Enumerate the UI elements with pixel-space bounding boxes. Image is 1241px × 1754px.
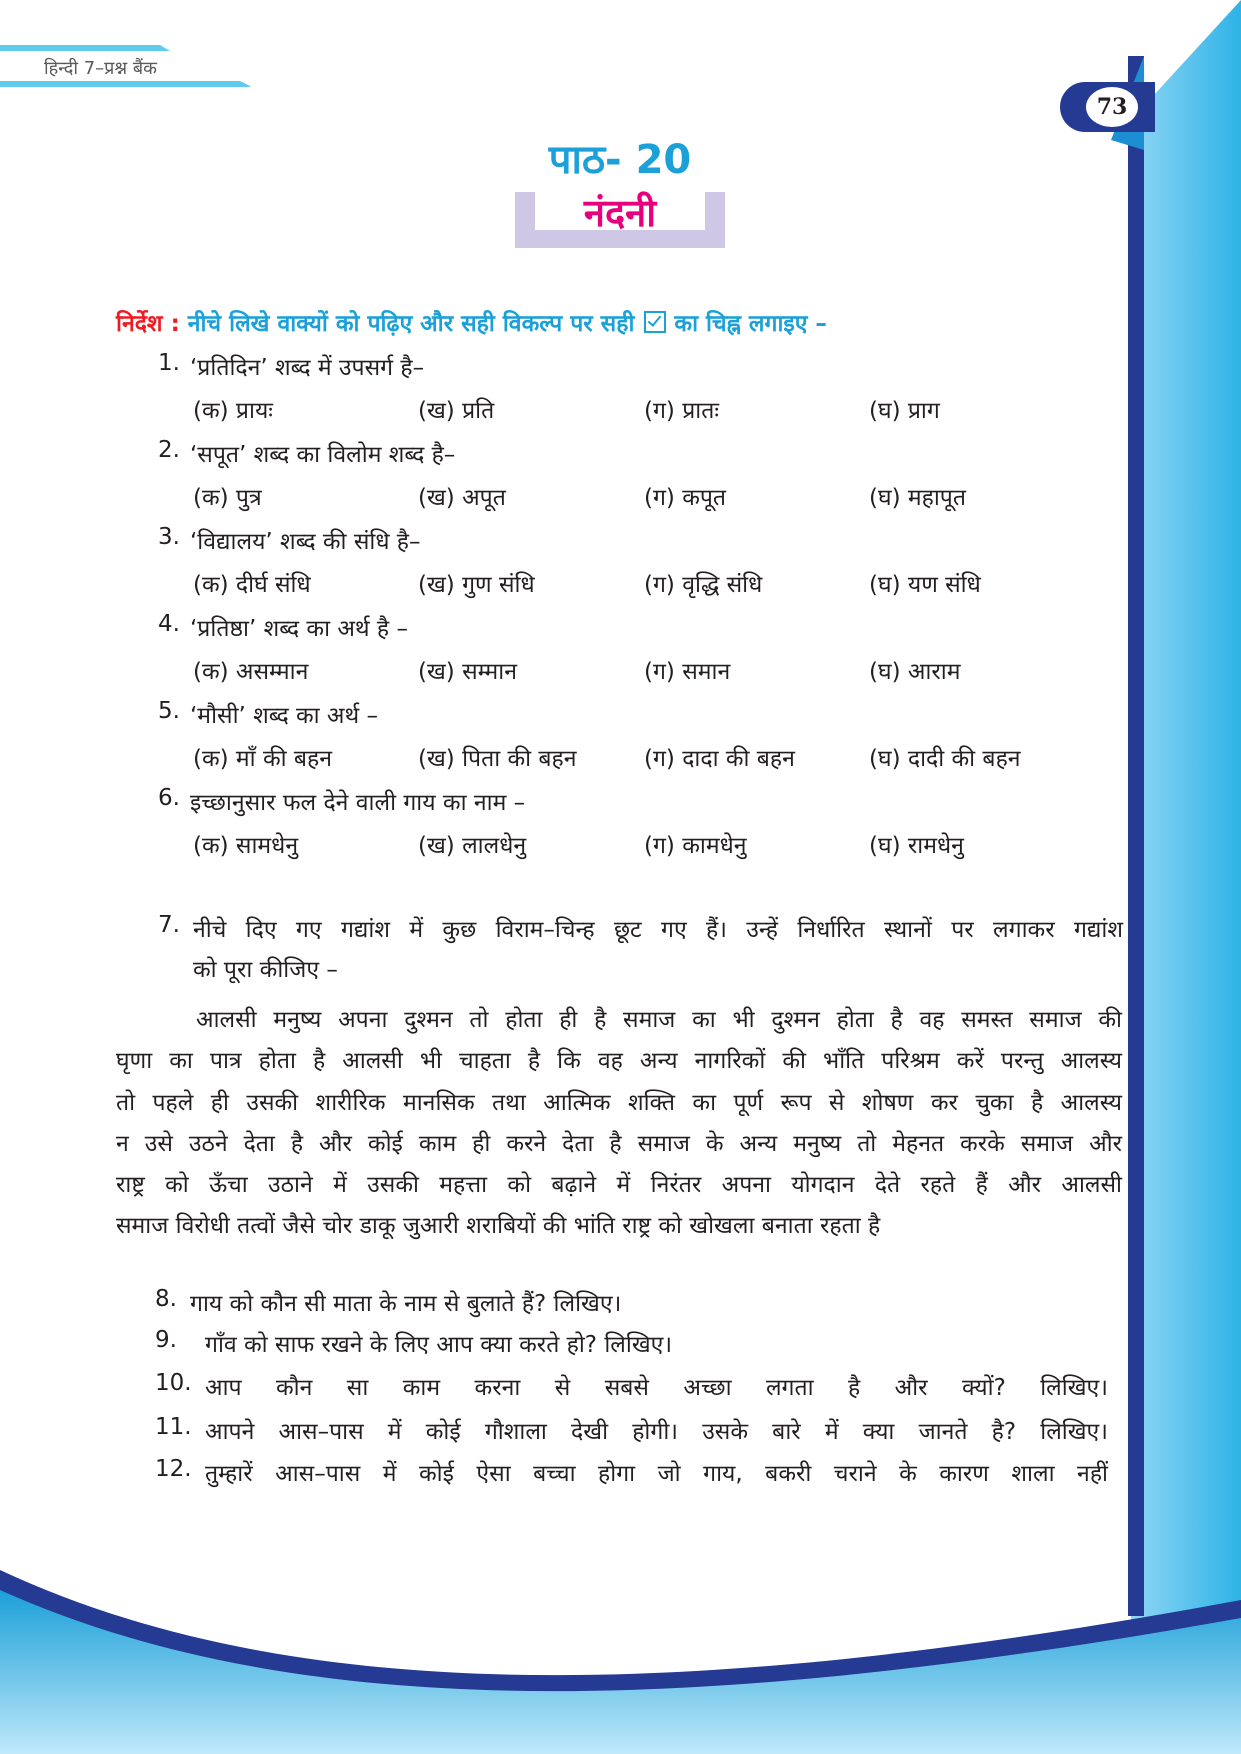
option-3[interactable]: (ग) वृद्धि संधि: [644, 572, 763, 598]
option-3[interactable]: (ग) कपूत: [644, 485, 727, 511]
q7-line1: नीचे दिए गए गद्यांश में कुछ विराम–चिन्ह छूट गए हैं। उन्हें निर्धारित स्थानों पर लगाकर गद्यांश: [193, 917, 1123, 943]
question-number: 10.: [155, 1370, 192, 1396]
q7-line2: को पूरा कीजिए –: [193, 957, 338, 983]
passage-line: राष्ट्र को ऊँचा उठाने में उसकी महत्ता को बढ़ाने में निरंतर अपना योगदान देते रहते हैं और आलसी: [116, 1172, 1122, 1199]
option-1[interactable]: (क) माँ की बहन: [193, 746, 332, 772]
right-side-decoration: [1101, 0, 1241, 1754]
option-4[interactable]: (घ) आराम: [869, 659, 961, 685]
book-label: हिन्दी 7–प्रश्न बैंक: [44, 58, 157, 79]
option-3[interactable]: (ग) दादा की बहन: [644, 746, 795, 772]
lesson-title: नंदनी: [583, 191, 657, 235]
option-2[interactable]: (ख) गुण संधि: [418, 572, 535, 598]
question-text: गाय को कौन सी माता के नाम से बुलाते हैं? लिखिए।: [190, 1291, 622, 1317]
instruction-label: निर्देश :: [116, 311, 180, 337]
question-number: 9.: [155, 1327, 177, 1353]
passage-line: घृणा का पात्र होता है आलसी भी चाहता है कि वह अन्य नागरिकों की भाँति परिश्रम करें परन्तु आलस्य: [116, 1048, 1122, 1075]
instruction-text-after: का चिह्न लगाइए –: [674, 311, 827, 337]
question-number: 1.: [158, 350, 180, 376]
passage-line: न उसे उठने देता है और कोई काम ही करने देता है समाज के अन्य मनुष्य तो मेहनत करके समाज और: [116, 1130, 1122, 1157]
passage-line: समाज विरोधी तत्वों जैसे चोर डाकू जुआरी शराबियों की भांति राष्ट्र को खोखला बनाता रहता है: [116, 1213, 881, 1240]
option-4[interactable]: (घ) प्राग: [869, 398, 940, 424]
option-4[interactable]: (घ) यण संधि: [869, 572, 981, 598]
option-3[interactable]: (ग) समान: [644, 659, 731, 685]
option-2[interactable]: (ख) सम्मान: [418, 659, 517, 685]
option-1[interactable]: (क) प्रायः: [193, 398, 273, 424]
question-number: 5.: [158, 698, 180, 724]
option-1[interactable]: (क) असम्मान: [193, 659, 309, 685]
question-text: तुम्हारें आस–पास में कोई ऐसा बच्चा होगा जो गाय, बकरी चराने के कारण शाला नहीं: [205, 1461, 1108, 1487]
question-number: 11.: [155, 1414, 192, 1440]
question-text: आपने आस–पास में कोई गौशाला देखी होगी। उसके बारे में क्या जानते है? लिखिए।: [205, 1419, 1108, 1445]
question-number: 8.: [155, 1286, 177, 1312]
page-number: 73: [1086, 87, 1138, 127]
question-number: 12.: [155, 1456, 192, 1482]
question-number: 6.: [158, 785, 180, 811]
passage-line: आलसी मनुष्य अपना दुश्मन तो होता ही है समाज का भी दुश्मन होता है वह समस्त समाज की: [196, 1007, 1122, 1033]
question-number: 3.: [158, 524, 180, 550]
option-4[interactable]: (घ) रामधेनु: [869, 833, 964, 859]
instruction-text: नीचे लिखे वाक्यों को पढ़िए और सही विकल्प पर सही: [187, 311, 635, 337]
option-3[interactable]: (ग) कामधेनु: [644, 833, 747, 859]
option-1[interactable]: (क) सामधेनु: [193, 833, 299, 859]
question-number: 2.: [158, 437, 180, 463]
option-2[interactable]: (ख) प्रति: [418, 398, 495, 424]
question-text: ‘प्रतिष्ठा’ शब्द का अर्थ है –: [190, 616, 408, 642]
q7-number: 7.: [158, 912, 180, 938]
question-text: आप कौन सा काम करना से सबसे अच्छा लगता है और क्यों? लिखिए।: [205, 1375, 1108, 1401]
option-2[interactable]: (ख) अपूत: [418, 485, 506, 511]
question-number: 4.: [158, 611, 180, 637]
option-1[interactable]: (क) पुत्र: [193, 485, 262, 511]
option-3[interactable]: (ग) प्रातः: [644, 398, 720, 424]
question-text: इच्छानुसार फल देने वाली गाय का नाम –: [190, 790, 526, 816]
passage: [116, 1000, 1122, 1248]
question-text: गाँव को साफ रखने के लिए आप क्या करते हो? लिखिए।: [205, 1332, 673, 1358]
option-1[interactable]: (क) दीर्घ संधि: [193, 572, 311, 598]
question-text: ‘सपूत’ शब्द का विलोम शब्द है–: [190, 442, 456, 468]
option-2[interactable]: (ख) लालधेनु: [418, 833, 527, 859]
checkbox-icon: [644, 311, 666, 333]
question-text: ‘मौसी’ शब्द का अर्थ –: [190, 703, 378, 729]
passage-line: तो पहले ही उसकी शारीरिक मानसिक तथा आत्मिक शक्ति का पूर्ण रूप से शोषण कर चुका है आलस्य: [116, 1089, 1122, 1116]
option-4[interactable]: (घ) दादी की बहन: [869, 746, 1021, 772]
question-text: ‘विद्यालय’ शब्द की संधि है–: [190, 529, 421, 555]
question-text: ‘प्रतिदिन’ शब्द में उपसर्ग है–: [190, 355, 425, 381]
option-2[interactable]: (ख) पिता की बहन: [418, 746, 577, 772]
bottom-wave-decoration: [0, 1560, 1241, 1754]
option-4[interactable]: (घ) महापूत: [869, 485, 966, 511]
lesson-number: पाठ- 20: [548, 137, 692, 183]
instruction: [116, 306, 827, 338]
